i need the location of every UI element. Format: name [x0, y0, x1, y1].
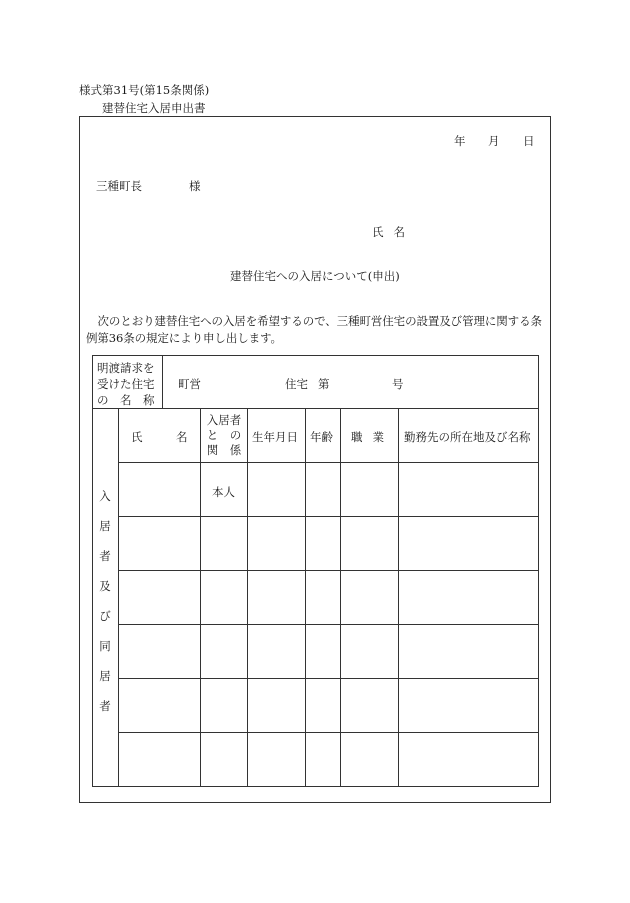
header-workplace: 勤務先の所在地及び名称	[404, 430, 531, 444]
date-year-label: 年	[454, 134, 466, 148]
application-table	[92, 355, 539, 787]
house-town-label: 町営	[178, 377, 201, 391]
occupant-group-char: 同	[99, 639, 111, 653]
header-age: 年齢	[310, 430, 333, 444]
table-row-divider	[118, 678, 539, 679]
date-day-label: 日	[523, 134, 535, 148]
header-relation-line: 関 係	[206, 443, 242, 457]
addressee-name: 三種町長	[96, 179, 142, 193]
table-row-divider	[118, 570, 539, 571]
table-row-divider	[118, 732, 539, 733]
header-occupation: 職業	[351, 430, 394, 444]
col-divider-age	[340, 408, 341, 787]
document-title: 建替住宅への入居について(申出)	[230, 269, 400, 283]
col-divider-relation	[247, 408, 248, 787]
occupant-group-char: 者	[99, 699, 111, 713]
date-month-label: 月	[488, 134, 500, 148]
occupant-group-char: 入	[99, 489, 111, 503]
col-divider-job	[398, 408, 399, 787]
occupant-group-char: び	[99, 609, 111, 623]
header-relation-line: 入居者	[206, 413, 242, 427]
house-name-label-line: 明渡請求を	[97, 361, 155, 375]
col-divider-name	[200, 408, 201, 787]
table-divider-header	[118, 462, 539, 463]
applicant-name-label: 氏名	[372, 225, 415, 239]
house-name-label-line: の 名 称	[97, 393, 155, 407]
body-text: 次のとおり建替住宅への入居を希望するので、三種町営住宅の設置及び管理に関する条例第36条の規定により申し出します。	[86, 314, 542, 345]
header-relation	[201, 413, 247, 458]
house-dai-label: 第	[318, 377, 330, 391]
house-label-divider	[162, 355, 163, 408]
occupant-group-char: 居	[99, 519, 111, 533]
header-name-b: 名	[176, 430, 188, 444]
form-number: 様式第31号(第15条関係)	[79, 83, 210, 97]
group-label-divider	[118, 408, 119, 787]
header-relation-line: と の	[206, 428, 242, 442]
occupant-group-char: 居	[99, 669, 111, 683]
header-birthdate: 生年月日	[252, 430, 298, 444]
house-jutaku-label: 住宅	[285, 377, 308, 391]
occupant-group-char: 及	[99, 579, 111, 593]
table-divider-house	[92, 408, 539, 409]
occupant-group-char: 者	[99, 549, 111, 563]
table-row-divider	[118, 516, 539, 517]
col-divider-birth	[305, 408, 306, 787]
house-name-label	[97, 360, 161, 408]
house-name-label-line: 受けた住宅	[97, 377, 155, 391]
addressee-honorific: 様	[189, 179, 201, 193]
form-subtitle: 建替住宅入居申出書	[102, 101, 206, 115]
row-relation-value: 本人	[212, 485, 235, 499]
occupant-group-label	[92, 488, 118, 728]
header-name-a: 氏	[131, 430, 143, 444]
table-row-divider	[118, 624, 539, 625]
house-go-label: 号	[392, 377, 404, 391]
